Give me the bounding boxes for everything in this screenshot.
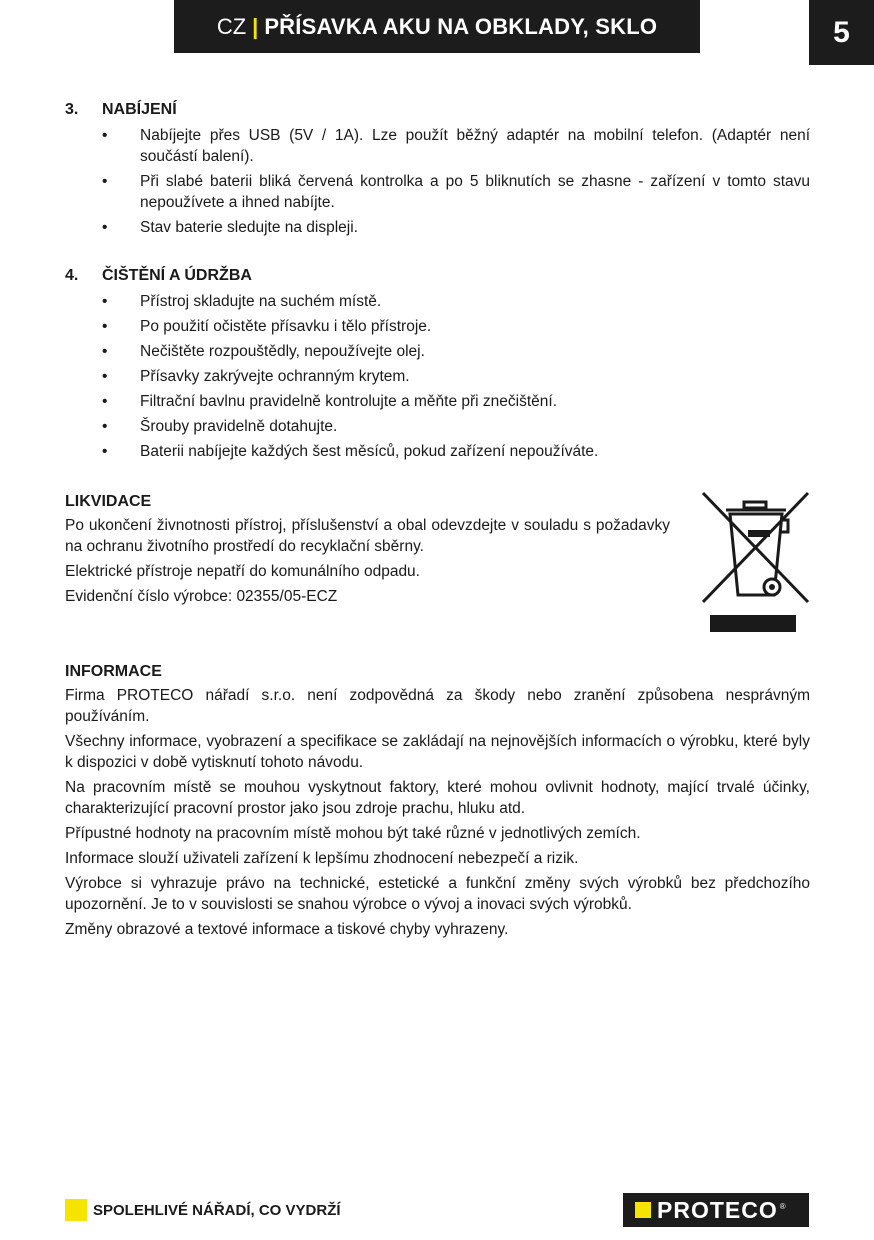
section-title: NABÍJENÍ [102, 101, 177, 118]
proteco-logo [623, 1193, 809, 1227]
list-item: • Při slabé baterii bliká červená kontrolka a po 5 bliknutích se zhasne - zařízení v tomto stavu nepoužívete a ihned nabíjte. [65, 171, 810, 213]
logo-text: PROTECO [657, 1197, 778, 1223]
section-heading [65, 265, 810, 287]
section-charging [65, 99, 810, 238]
header-separator: | [252, 13, 259, 39]
information-paragraph: Firma PROTECO nářadí s.r.o. není zodpovědná za škody nebo zranění způsobena nesprávným používáním. [65, 687, 810, 725]
information-title: INFORMACE [65, 663, 162, 680]
list-item: • Po použití očistěte přísavku i tělo přístroje. [65, 316, 810, 337]
list-item: • Přístroj skladujte na suchém místě. [65, 291, 810, 312]
section-number: 4. [65, 267, 79, 284]
information-paragraph: Přípustné hodnoty na pracovním místě mohou být také různé v jednotlivých zemích. [65, 825, 641, 842]
section-disposal [65, 491, 670, 607]
information-paragraph: Na pracovním místě se mouhou vyskytnout faktory, které mohou ovlivnit hodnoty, mající trvalé účinky, charakterizující pracovní prostor jako jsou zdroje prachu, hluku atd. [65, 779, 810, 817]
section-cleaning [65, 265, 810, 462]
registered-mark-icon: ® [779, 1202, 786, 1211]
information-paragraph: Všechny informace, vyobrazení a specifikace se zakládají na nejnovějších informacích o výrobku, které byly k dispozici v době vytisknutí tohoto návodu. [65, 733, 810, 771]
disposal-paragraph: Elektrické přístroje nepatří do komunálního odpadu. [65, 563, 420, 580]
list-item: • Přísavky zakrývejte ochranným krytem. [65, 366, 810, 387]
section-title: ČIŠTĚNÍ A ÚDRŽBA [102, 267, 252, 284]
page-number: 5 [809, 0, 874, 65]
bullet-list [65, 291, 810, 462]
list-item: • Nečištěte rozpouštědly, nepoužívejte olej. [65, 341, 810, 362]
section-information [65, 661, 810, 940]
list-item: • Nabíjejte přes USB (5V / 1A). Lze použít běžný adaptér na mobilní telefon. (Adaptér není součástí balení). [65, 125, 810, 167]
information-paragraph: Výrobce si vyhrazuje právo na technické, estetické a funkční změny svých výrobků bez předchozího upozornění. Je to v souvislosti se snahou výrobce o vývoj a inovaci svých výrobků. [65, 875, 810, 913]
information-paragraph: Změny obrazové a textové informace a tiskové chyby vyhrazeny. [65, 921, 509, 938]
document-title: PŘÍSAVKA AKU NA OBKLADY, SKLO [264, 13, 658, 39]
header-bar [174, 0, 700, 53]
list-item: • Stav baterie sledujte na displeji. [65, 217, 810, 238]
list-item: • Baterii nabíjejte každých šest měsíců, pokud zařízení nepoužíváte. [65, 441, 810, 462]
list-item: • Šrouby pravidelně dotahujte. [65, 416, 810, 437]
information-paragraph: Informace slouží uživateli zařízení k lepšímu zhodnocení nebezpečí a rizik. [65, 850, 579, 867]
section-heading [65, 99, 810, 121]
disposal-paragraph: Po ukončení živnotnosti přístroj, příslušenství a obal odevzdejte v souladu s požadavky na ochranu životního prostředí do recyklační sběrny. [65, 517, 670, 555]
footer-slogan: SPOLEHLIVÉ NÁŘADÍ, CO VYDRŽÍ [93, 1202, 341, 1219]
language-code: CZ [216, 13, 247, 39]
logo-square-icon [635, 1202, 651, 1218]
bullet-list [65, 125, 810, 238]
disposal-title: LIKVIDACE [65, 493, 152, 510]
section-number: 3. [65, 101, 79, 118]
disposal-paragraph: Evidenční číslo výrobce: 02355/05-ECZ [65, 588, 338, 605]
footer-slogan-bar [65, 1199, 87, 1221]
list-item: • Filtrační bavlnu pravidelně kontrolujte a měňte při znečištění. [65, 391, 810, 412]
weee-crossed-bin-icon [700, 490, 812, 636]
